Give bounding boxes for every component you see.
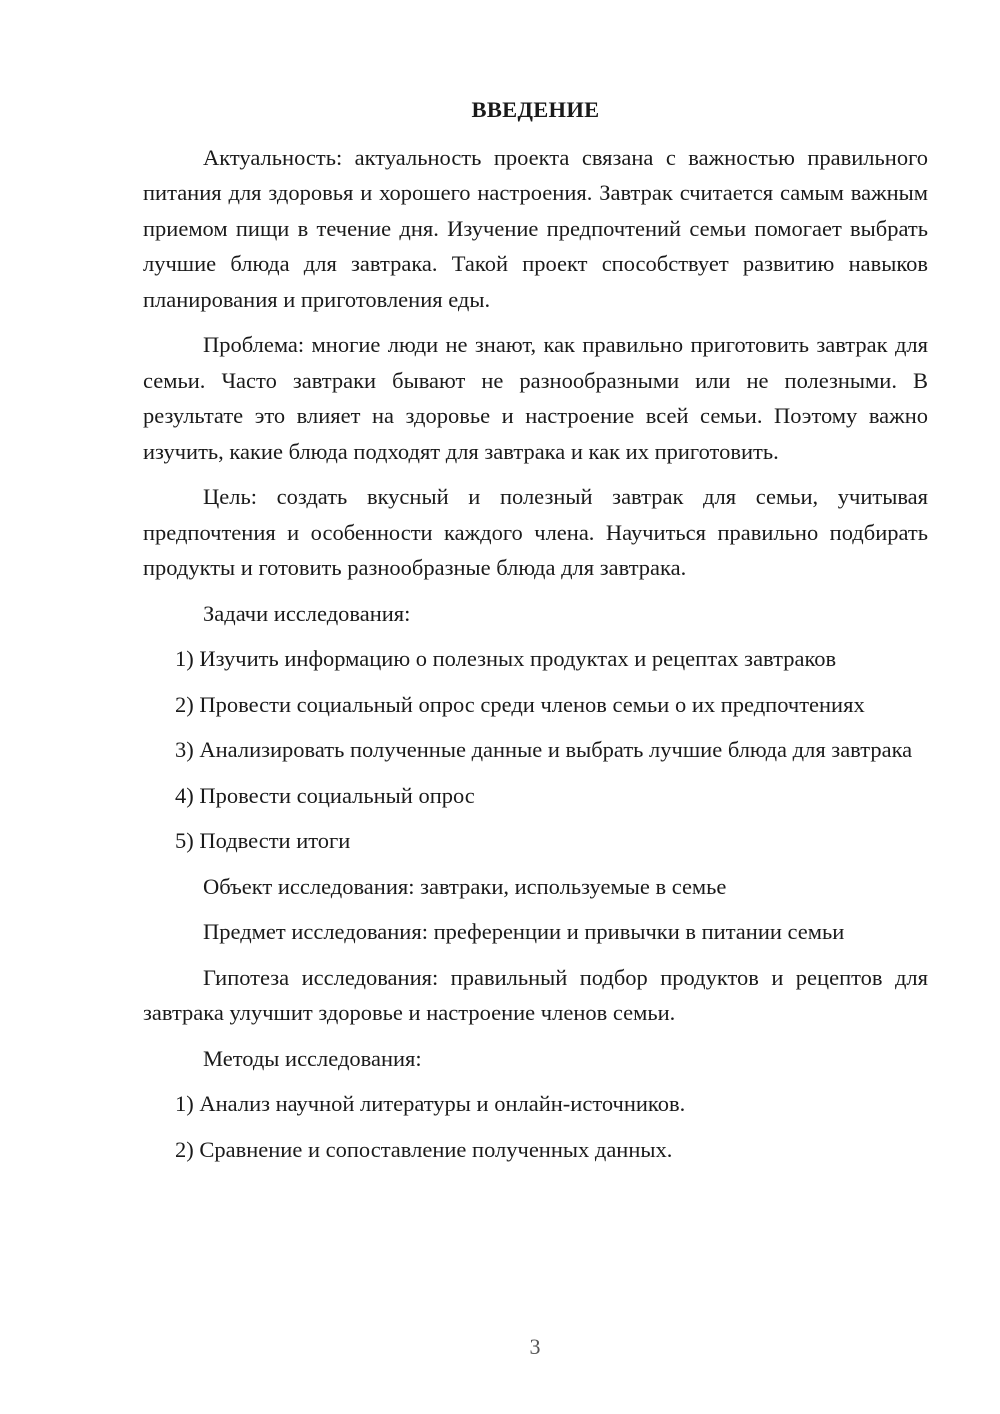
page-number: 3 [529,1334,541,1359]
problem-paragraph: Проблема: многие люди не знают, как правильно приготовить завтрак для семьи. Часто завтраки бывают не разнообразными или не полезными. В результате это влияет на здоровье и настроение всей семьи. Поэтому важно изучить, какие блюда подходят для завтрака и как их приготовить. [143,332,928,464]
document-page [143,92,928,1167]
task-item: 4) Провести социальный опрос [175,782,475,808]
method-item: 1) Анализ научной литературы и онлайн-источников. [175,1091,686,1116]
task-item: 5) Подвести итоги [175,828,351,853]
task-item: 1) Изучить информацию о полезных продуктах и рецептах завтраков [175,646,837,671]
relevance-paragraph: Актуальность: актуальность проекта связана с важностью правильного питания для здоровья и хорошего настроения. Завтрак считается самым важным приемом пищи в течение дня. Изучение предпочтений семьи помогает выбрать лучшие блюда для завтрака. Такой проект способствует развитию навыков планирования и приготовления еды. [143,144,928,312]
hypothesis-paragraph: Гипотеза исследования: правильный подбор продуктов и рецептов для завтрака улучшит здоровье и настроение членов семьи. [143,964,928,1025]
task-item: 2) Провести социальный опрос среди членов семьи о их предпочтениях [175,691,865,717]
subject-paragraph: Предмет исследования: преференции и привычки в питании семьи [203,919,845,944]
object-paragraph: Объект исследования: завтраки, используемые в семье [203,873,727,899]
tasks-heading: Задачи исследования: [203,600,411,626]
goal-paragraph: Цель: создать вкусный и полезный завтрак для семьи, учитывая предпочтения и особенности каждого члена. Научиться правильно подбирать продукты и готовить разнообразные блюда для завтрака. [143,484,928,580]
method-item: 2) Сравнение и сопоставление полученных данных. [175,1136,673,1162]
task-item: 3) Анализировать полученные данные и выбрать лучшие блюда для завтрака [175,737,913,762]
page-title: ВВЕДЕНИЕ [471,97,600,122]
methods-heading: Методы исследования: [203,1045,422,1071]
